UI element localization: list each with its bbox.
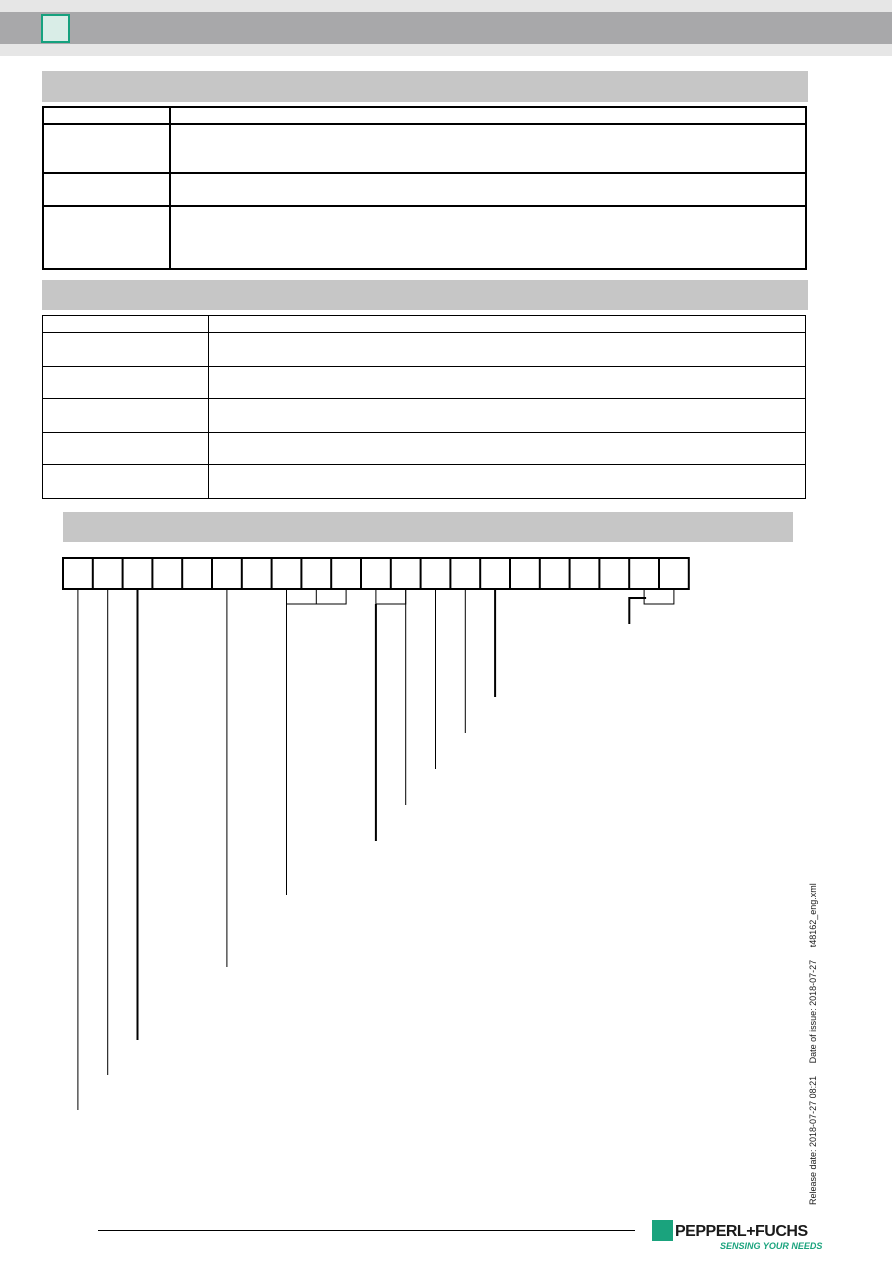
header-bar	[0, 12, 892, 44]
file-name: t48162_eng.xml	[808, 883, 818, 948]
footer-rule	[98, 1230, 635, 1231]
table-row	[43, 206, 806, 269]
table-row	[43, 107, 806, 124]
table-row	[43, 316, 806, 333]
release-date: Release date: 2018-07-27 08:21	[808, 1075, 818, 1205]
company-logo	[652, 1220, 827, 1256]
table-row	[43, 173, 806, 206]
logo-name: PEPPERL+FUCHS	[675, 1223, 808, 1240]
leader-bracket	[644, 589, 674, 604]
table-row	[43, 465, 806, 499]
release-info	[808, 883, 818, 1205]
logo-tagline: SENSING YOUR NEEDS	[720, 1241, 823, 1251]
type-code-diagram	[0, 550, 892, 1120]
spec-table-2	[42, 315, 806, 499]
type-code-leaders	[78, 589, 674, 1110]
section-header-1	[42, 71, 808, 102]
issue-date: Date of issue: 2018-07-27	[808, 959, 818, 1064]
table-row	[43, 333, 806, 367]
logo-icon	[652, 1220, 673, 1241]
section-header-2	[42, 280, 808, 310]
table-row	[43, 433, 806, 465]
leader-bracket	[376, 589, 406, 604]
leader-line	[629, 598, 646, 624]
table-row	[43, 367, 806, 399]
section-header-3	[63, 512, 793, 542]
code-frame	[63, 558, 689, 589]
table-row	[43, 399, 806, 433]
chapter-marker	[41, 14, 70, 43]
table-row	[43, 124, 806, 173]
spec-table-1	[42, 106, 807, 270]
type-code-boxes	[63, 558, 689, 589]
